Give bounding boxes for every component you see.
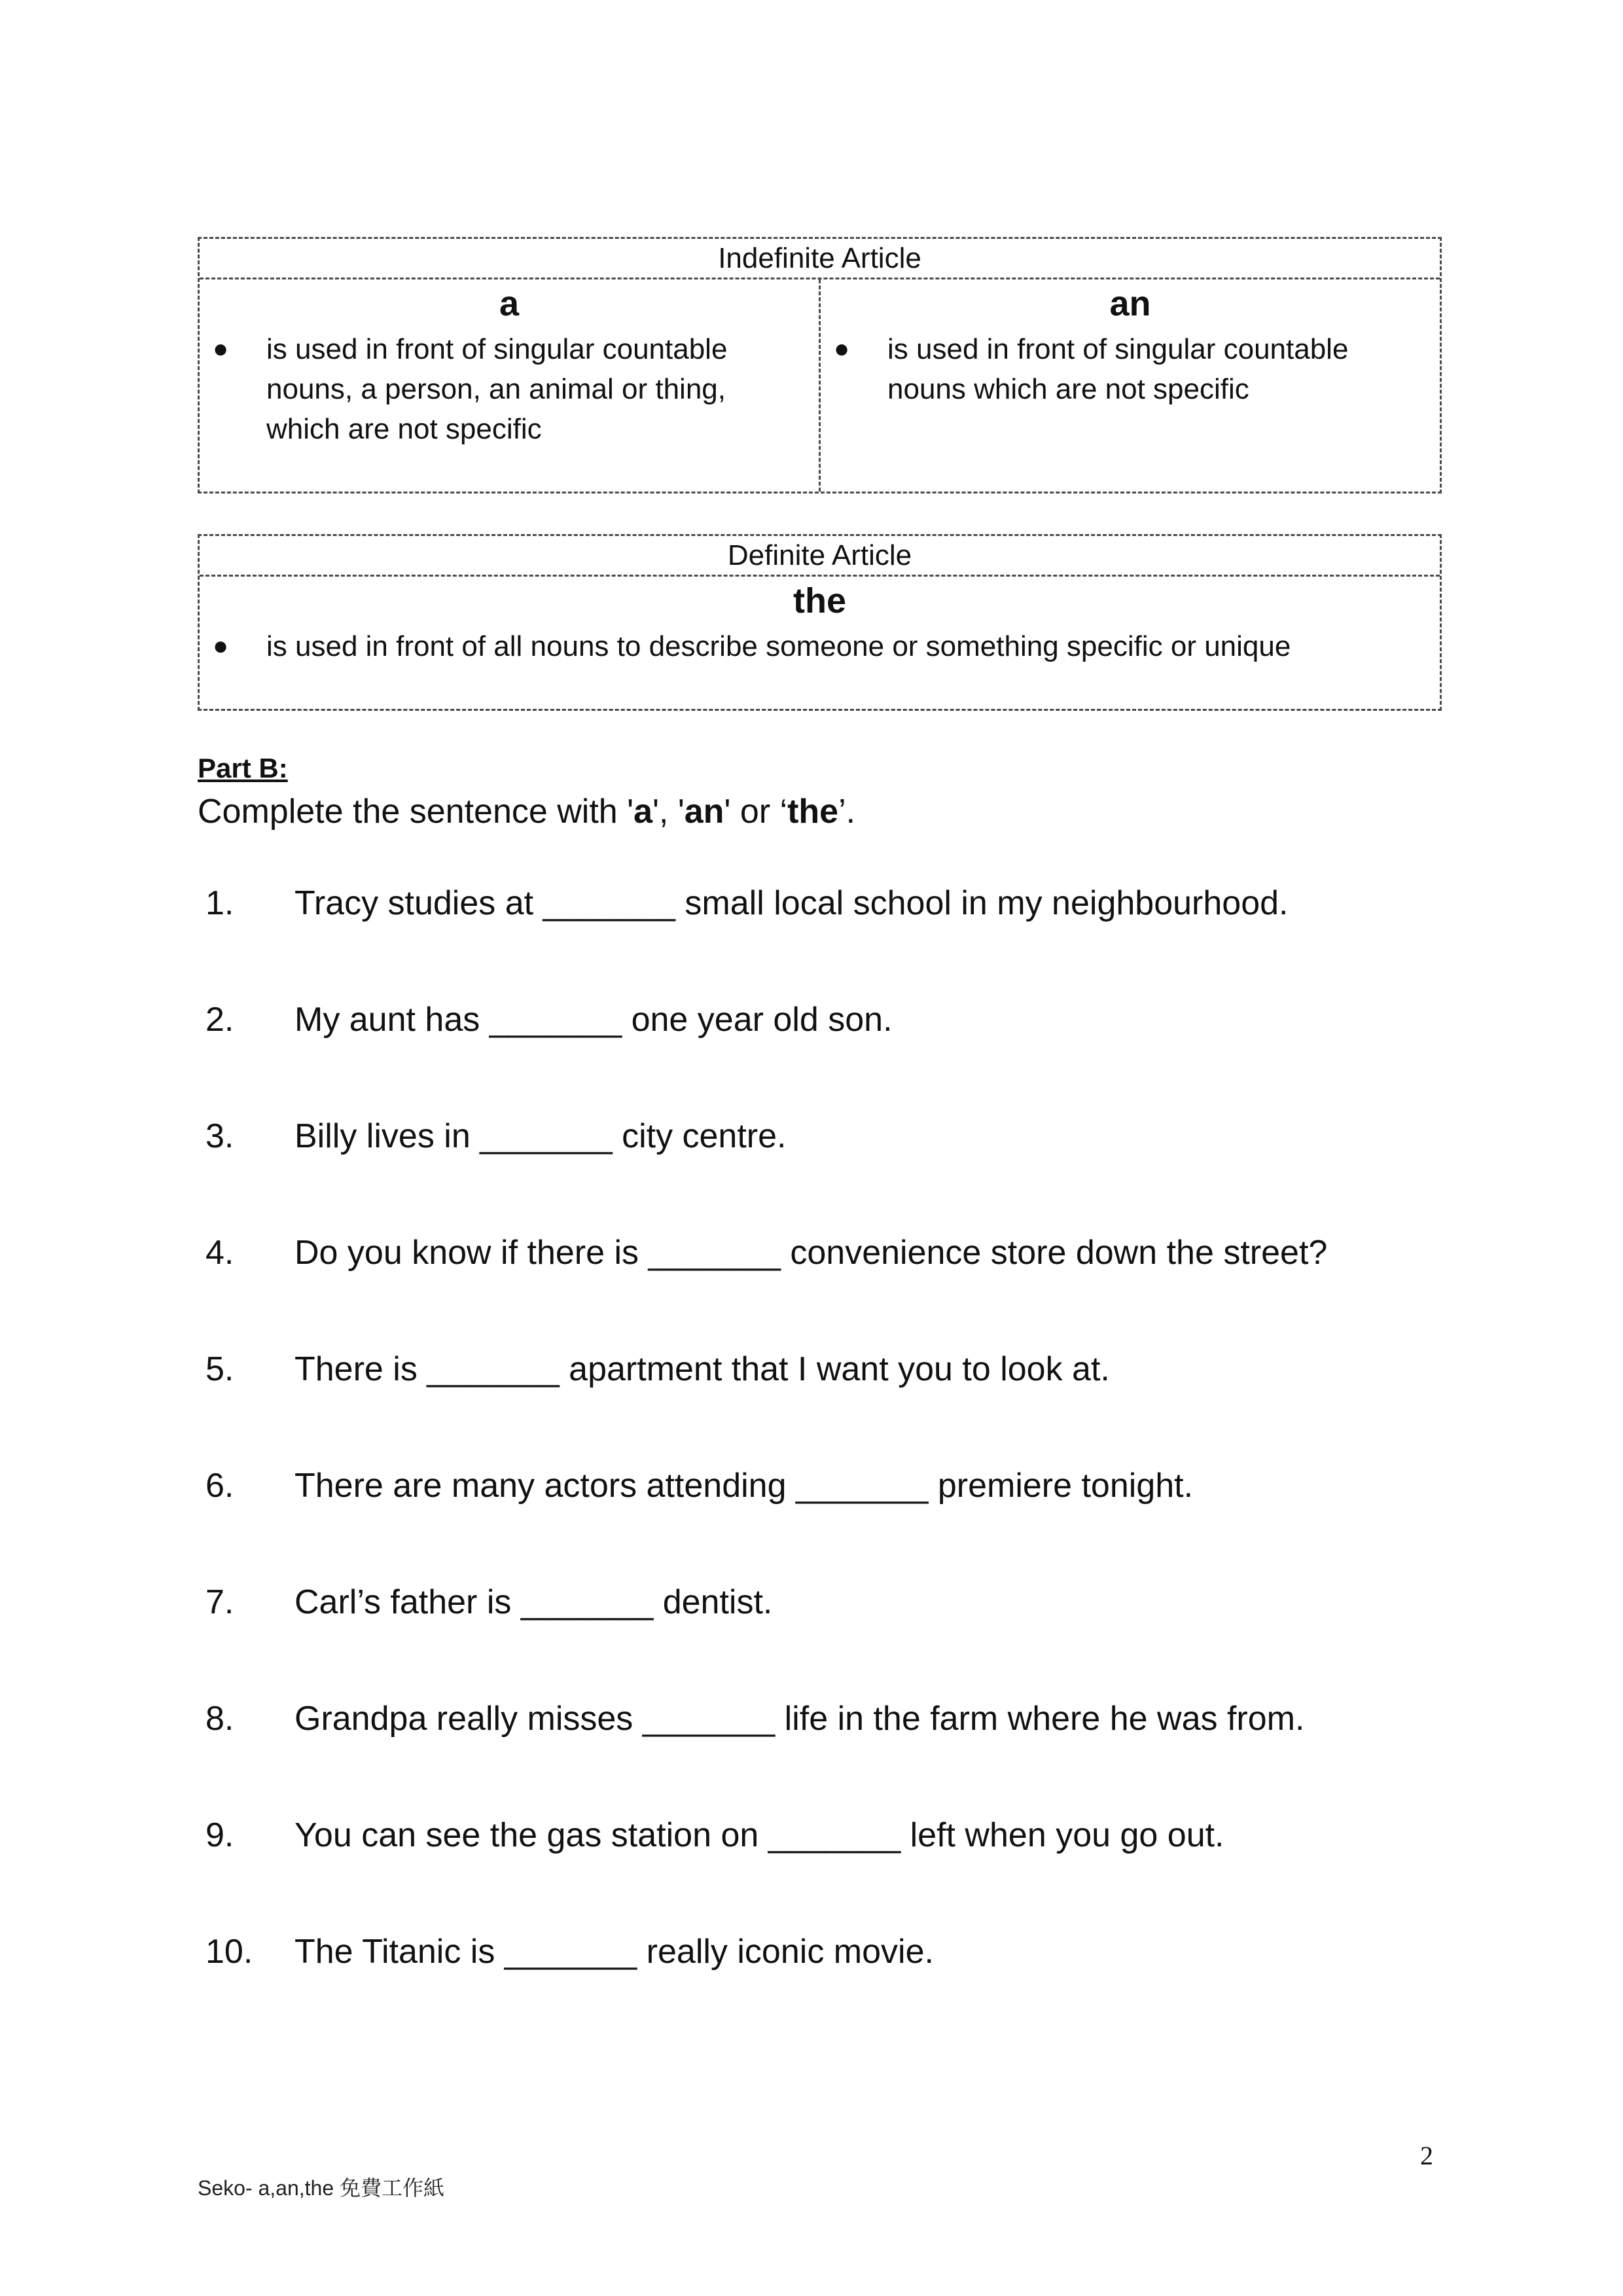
question-item <box>205 1466 1193 1505</box>
article-a-rule-text: is used in front of singular countable nouns, a person, an animal or thing, which are not specific <box>266 333 728 445</box>
question-number: 9. <box>205 1816 234 1854</box>
article-a-rule <box>213 329 819 449</box>
question-number: 10. <box>205 1933 253 1971</box>
part-b-instruction <box>198 792 855 831</box>
instruction-sep: ' or ‘ <box>724 793 788 831</box>
bullet-icon: ● <box>834 334 850 363</box>
instruction-suffix: ’. <box>838 793 856 831</box>
question-item <box>205 1816 1224 1855</box>
instruction-sep: ', ' <box>652 793 685 831</box>
question-text: Do you know if there is _______ convenience store down the street? <box>294 1234 1328 1272</box>
article-the-title: the <box>793 581 846 620</box>
question-text: There are many actors attending _______ premiere tonight. <box>294 1467 1194 1505</box>
question-number: 7. <box>205 1583 234 1621</box>
question-number: 6. <box>205 1467 234 1505</box>
article-an-rule-text: is used in front of singular countable nouns which are not specific <box>887 333 1349 405</box>
definite-article-header: Definite Article <box>200 536 1440 577</box>
question-number: 1. <box>205 884 234 922</box>
question-text: Grandpa really misses _______ life in the farm where he was from. <box>294 1700 1305 1738</box>
indefinite-article-box <box>198 237 1442 493</box>
question-text: Carl’s father is _______ dentist. <box>294 1583 773 1621</box>
question-item <box>205 1000 893 1039</box>
question-text: There is _______ apartment that I want you to look at. <box>294 1350 1110 1388</box>
instruction-a: a <box>633 793 652 831</box>
bullet-icon: ● <box>213 334 229 363</box>
question-item <box>205 1583 772 1622</box>
footer-text: Seko- a,an,the 免費工作紙 <box>198 2176 445 2200</box>
article-the-rule-text: is used in front of all nouns to describe someone or something specific or unique <box>266 630 1291 662</box>
definite-article-box <box>198 534 1442 711</box>
question-number: 5. <box>205 1350 234 1388</box>
article-an-title: an <box>1109 284 1151 323</box>
question-text: My aunt has _______ one year old son. <box>294 1001 893 1039</box>
question-number: 4. <box>205 1234 234 1272</box>
instruction-an: an <box>684 793 724 831</box>
article-an-column <box>821 279 1440 492</box>
article-a-column <box>200 279 821 492</box>
question-number: 8. <box>205 1700 234 1738</box>
bullet-icon: ● <box>213 632 229 660</box>
question-item <box>205 1350 1110 1389</box>
article-the-rule <box>213 626 1440 666</box>
question-item <box>205 1699 1304 1738</box>
question-item <box>205 1117 787 1156</box>
instruction-prefix: Complete the sentence with ' <box>198 793 634 831</box>
question-item <box>205 1932 934 1971</box>
question-item <box>205 1233 1327 1272</box>
article-a-title: a <box>499 284 520 323</box>
instruction-the: the <box>787 793 839 831</box>
question-text: You can see the gas station on _______ left when you go out. <box>294 1816 1224 1854</box>
question-text: The Titanic is _______ really iconic movie. <box>294 1933 934 1971</box>
question-number: 2. <box>205 1001 234 1039</box>
question-item <box>205 884 1289 923</box>
article-an-rule <box>834 329 1440 409</box>
indefinite-article-header: Indefinite Article <box>200 239 1440 279</box>
part-b-title: Part B: <box>198 753 288 783</box>
question-text: Billy lives in _______ city centre. <box>294 1117 787 1155</box>
question-number: 3. <box>205 1117 234 1155</box>
page-number: 2 <box>1420 2141 1433 2170</box>
question-text: Tracy studies at _______ small local school in my neighbourhood. <box>294 884 1289 922</box>
